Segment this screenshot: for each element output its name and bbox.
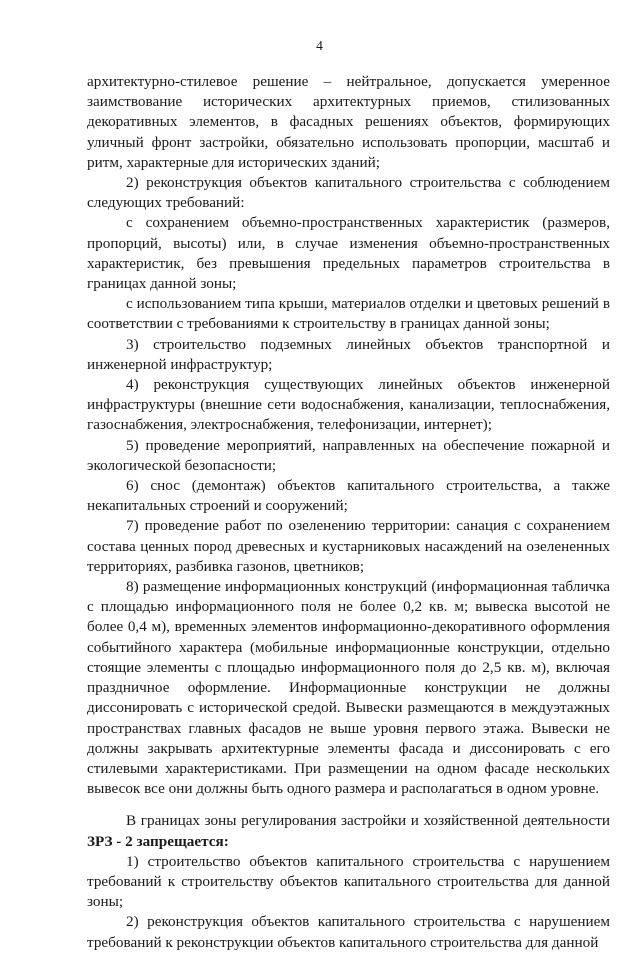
section-intro-bold: ЗРЗ - 2 запрещается: [87,832,229,850]
section-intro-text: В границах зоны регулирования застройки и хозяйственной деятельности [126,812,610,830]
paragraph-item-5-safety: 5) проведение мероприятий, направленных на обеспечение пожарной и экологической безопасности; [87,436,610,474]
paragraph-item-6-demolition: 6) снос (демонтаж) объектов капитального строительства, а также некапитальных строений и сооружений; [87,477,610,515]
document-body [87,72,610,953]
section-intro [87,811,610,851]
paragraph-item-8-signage: 8) размещение информационных конструкций (информационная табличка с площадью информационного поля не более 0,2 кв. м; вывеска высотой не более 0,4 м), временных элементов информационно-декоративного оформления событийного характера (мобильные информационные конструкции, отдельно стоящие элементы с площадью информационного поля до 2,5 кв. м), включая праздничное оформление. Информационные конструкции не должны диссонировать с исторической средой. Вывески размещаются в междуэтажных пространствах главных фасадов не выше уровня первого этажа. Вывески не должны закрывать архитектурные элементы фасада и диссонировать с его стилевыми характеристиками. При размещении на одном фасаде нескольких вывесок все они должны быть одного размера и располагаться в одном уровне. [87,578,610,798]
paragraph-volume-characteristics: с сохранением объемно-пространственных характеристик (размеров, пропорций, высоты) или, в случае изменения объемно-пространственных характеристик, без превышения предельных параметров строительства в границах данной зоны; [87,214,610,293]
paragraph-item-3-underground: 3) строительство подземных линейных объектов транспортной и инженерной инфраструктур; [87,335,610,373]
section-gap [87,799,610,811]
paragraph-roof-materials: с использованием типа крыши, материалов отделки и цветовых решений в соответствии с требованиями к строительству в границах данной зоны; [87,295,610,333]
paragraph-item-4-engineering: 4) реконструкция существующих линейных объектов инженерной инфраструктуры (внешние сети водоснабжения, канализации, теплоснабжения, газоснабжения, электроснабжения, телефонизации, интернет); [87,376,610,434]
paragraph-item-2-reconstruction: 2) реконструкция объектов капитального строительства с соблюдением следующих требований: [87,174,610,212]
paragraph-prohibited-1: 1) строительство объектов капитального строительства с нарушением требований к строительству объектов капитального строительства для данной зоны; [87,852,610,911]
paragraph-prohibited-2: 2) реконструкция объектов капитального строительства с нарушением требований к реконструкции объектов капитального строительства для данной [87,913,610,951]
page-number: 4 [316,38,323,53]
paragraph-item-7-greening: 7) проведение работ по озеленению территории: санация с сохранением состава ценных пород древесных и кустарниковых насаждений на озелененных территориях, разбивка газонов, цветников; [87,517,610,575]
paragraph-architectural-style: архитектурно-стилевое решение – нейтральное, допускается умеренное заимствование исторических архитектурных приемов, стилизованных декоративных элементов, в фасадных решениях объектов, формирующих уличный фронт застройки, обязательно использовать пропорции, масштаб и ритм, характерные для исторических зданий; [87,73,610,171]
